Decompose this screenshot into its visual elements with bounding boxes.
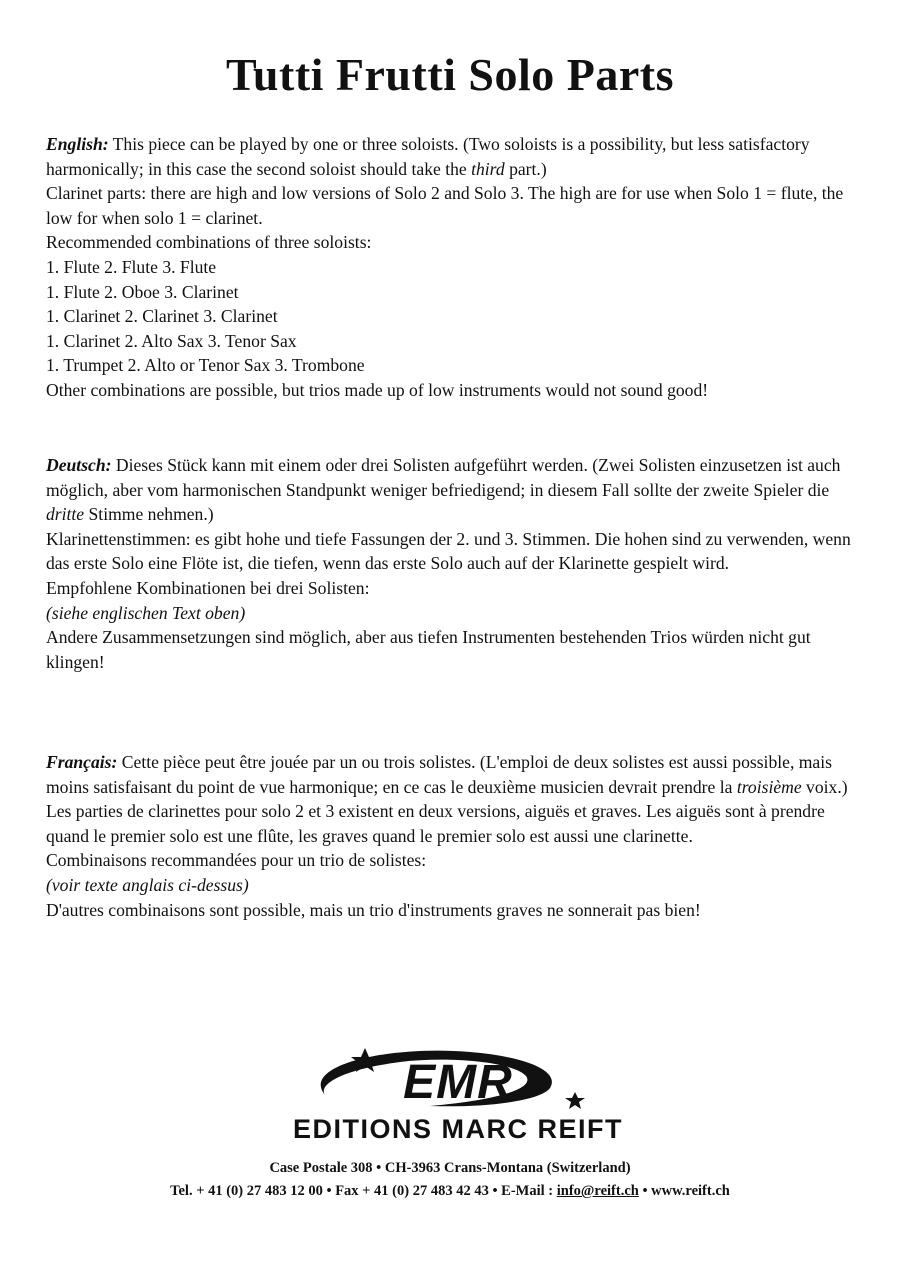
deutsch-see-above: (siehe englischen Text oben) xyxy=(46,602,246,623)
emr-logo xyxy=(230,1040,680,1150)
francais-see-above: (voir texte anglais ci-dessus) xyxy=(46,874,249,895)
english-recommended-heading: Recommended combinations of three soloists: xyxy=(46,232,372,253)
logo-wordmark: EDITIONS MARC REIFT xyxy=(293,1114,623,1144)
francais-label: Français: xyxy=(46,752,118,772)
deutsch-label: Deutsch: xyxy=(46,455,112,475)
english-intro: English: This piece can be played by one or three soloists. (Two soloists is a possibility, but less satisfactory harmonically; in this case the second soloist should take the third part.) xyxy=(46,134,810,179)
english-clarinet-note: Clarinet parts: there are high and low versions of Solo 2 and Solo 3. The high are for use when Solo 1 = flute, the low for when solo 1 = clarinet. xyxy=(46,183,844,228)
footer-address: Case Postale 308 • CH-3963 Crans-Montana (Switzerland) xyxy=(269,1160,631,1176)
francais-recommended-heading: Combinaisons recommandées pour un trio de solistes: xyxy=(46,850,427,871)
english-label: English: xyxy=(46,134,109,154)
francais-clarinet-note: Les parties de clarinettes pour solo 2 et 3 existent en deux versions, aiguës et graves. Les aiguës sont à prendre quand le premier solo est une flûte, les graves quand le premier solo est aussi une clarinette. xyxy=(46,801,825,846)
combo-item: 1. Trumpet 2. Alto or Tenor Sax 3. Trombone xyxy=(46,355,365,376)
logo-mark: EMR xyxy=(403,1056,513,1109)
deutsch-other-note: Andere Zusammensetzungen sind möglich, aber aus tiefen Instrumenten bestehenden Trios würden nicht gut klingen! xyxy=(46,627,811,672)
english-section xyxy=(46,132,856,403)
emr-logo-graphic xyxy=(230,1040,680,1150)
combo-item: 1. Flute 2. Flute 3. Flute xyxy=(46,256,217,277)
francais-intro: Français: Cette pièce peut être jouée par un ou trois solistes. (L'emploi de deux solistes est aussi possible, mais moins satisfaisant du point de vue harmonique; en ce cas le deuxième musicien devrait prendre la troisième voix.) xyxy=(46,752,848,797)
deutsch-recommended-heading: Empfohlene Kombinationen bei drei Solisten: xyxy=(46,577,370,598)
combo-item: 1. Clarinet 2. Clarinet 3. Clarinet xyxy=(46,306,278,327)
deutsch-clarinet-note: Klarinettenstimmen: es gibt hohe und tiefe Fassungen der 2. und 3. Stimmen. Die hohen sind zu verwenden, wenn das erste Solo eine Flöte ist, die tiefen, wenn das erste Solo auch auf der Klarinette gespielt wird. xyxy=(46,528,851,574)
logo-star-icon xyxy=(565,1092,585,1109)
english-other-note: Other combinations are possible, but trios made up of low instruments would not sound good! xyxy=(46,379,709,400)
deutsch-intro: Deutsch: Dieses Stück kann mit einem oder drei Solisten aufgeführt werden. (Zwei Solisten einzusetzen ist auch möglich, aber vom harmonischen Standpunkt weniger befriedigend; in diesem Fall sollte der zweite Spieler die dritte Stimme nehmen.) xyxy=(46,455,841,525)
page-title: Tutti Frutti Solo Parts xyxy=(225,49,675,100)
deutsch-section xyxy=(46,453,856,674)
combo-item: 1. Flute 2. Oboe 3. Clarinet xyxy=(46,281,239,302)
francais-other-note: D'autres combinaisons sont possible, mais un trio d'instruments graves ne sonnerait pas bien! xyxy=(46,899,701,920)
email-link[interactable]: info@reift.ch xyxy=(556,1183,639,1199)
francais-section xyxy=(46,750,856,922)
combo-item: 1. Clarinet 2. Alto Sax 3. Tenor Sax xyxy=(46,330,297,351)
footer-contact: Tel. + 41 (0) 27 483 12 00 • Fax + 41 (0) 27 483 42 43 • E-Mail : info@reift.ch • www.reift.ch xyxy=(170,1183,730,1199)
